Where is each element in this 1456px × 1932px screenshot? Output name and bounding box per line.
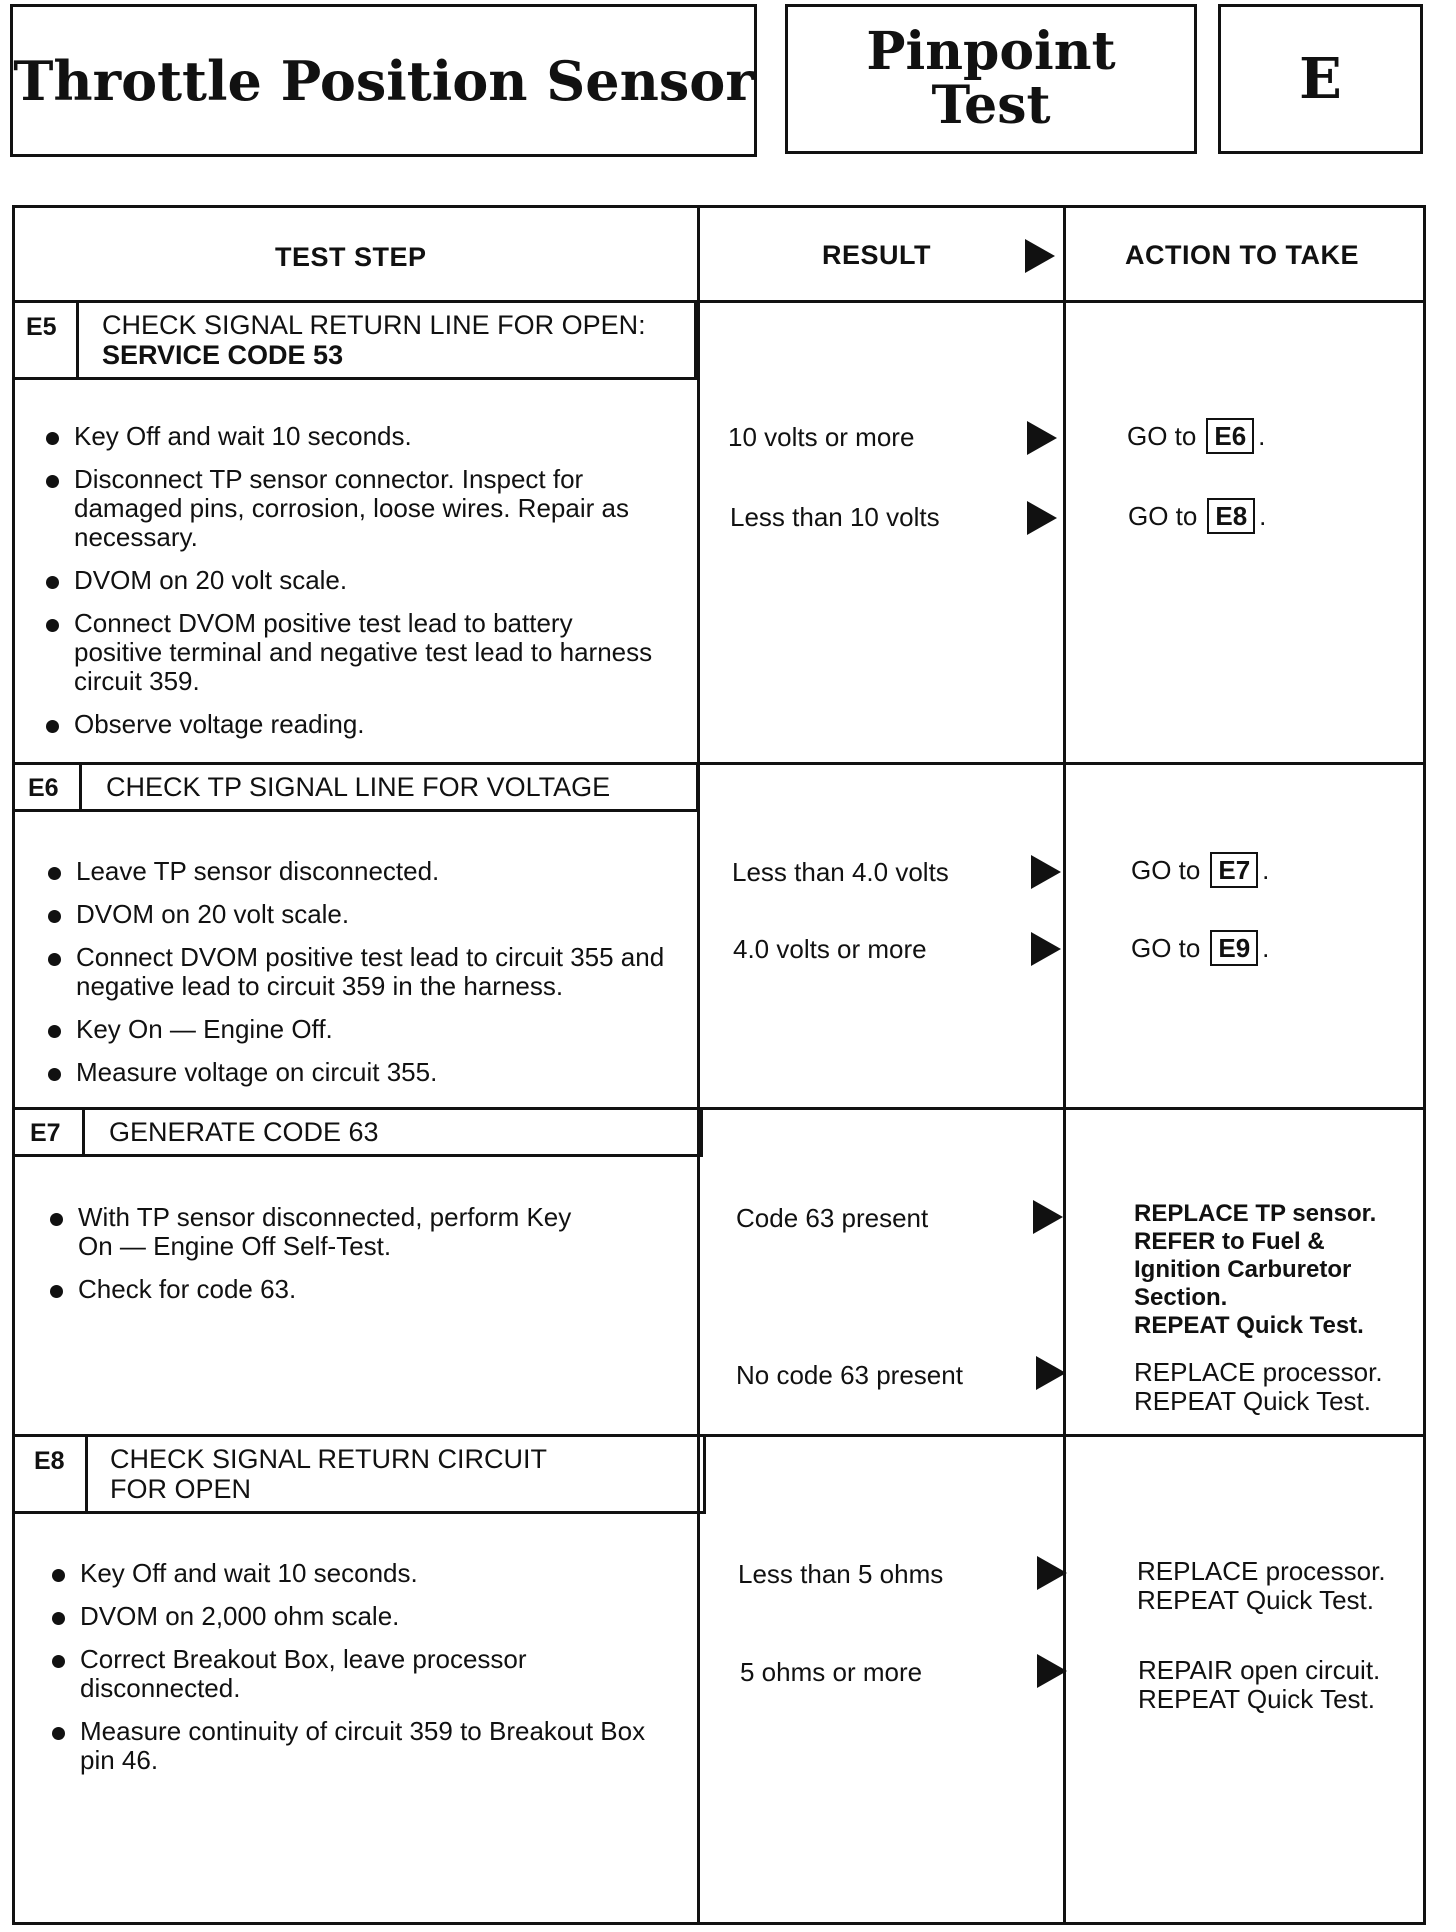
instruction-item: DVOM on 20 volt scale. — [44, 566, 654, 595]
step-title-line1: CHECK SIGNAL RETURN CIRCUIT — [110, 1444, 548, 1474]
action-line: REPLACE processor. — [1134, 1357, 1383, 1387]
action-instructions — [1134, 1200, 1376, 1340]
action-line: REPLACE TP sensor. — [1134, 1200, 1377, 1227]
page-title — [10, 4, 757, 157]
action-instructions — [1138, 1656, 1380, 1714]
action-line: REPEAT Quick Test. — [1134, 1386, 1371, 1416]
step-instructions — [50, 1559, 670, 1789]
result-text: 4.0 volts or more — [733, 934, 927, 964]
pinpoint-line1: Pinpoint — [866, 20, 1116, 82]
action-line: REFER to Fuel & — [1134, 1228, 1325, 1255]
action-line: REPEAT Quick Test. — [1137, 1585, 1374, 1615]
step-ref-e7[interactable]: E7 — [1210, 852, 1258, 888]
action-prefix: GO to — [1128, 500, 1198, 531]
result-text: No code 63 present — [736, 1360, 963, 1390]
action-line: Ignition Carburetor — [1134, 1256, 1352, 1283]
step-title: GENERATE CODE 63 — [109, 1117, 379, 1147]
step-instructions — [44, 422, 654, 753]
action-line: REPEAT Quick Test. — [1138, 1684, 1375, 1714]
result-text: Less than 10 volts — [730, 502, 940, 532]
action-line: REPLACE processor. — [1137, 1556, 1386, 1586]
result-text: Less than 4.0 volts — [732, 857, 949, 887]
action-prefix: GO to — [1131, 932, 1201, 963]
action-suffix: . — [1258, 420, 1266, 451]
step-id: E7 — [30, 1119, 61, 1147]
instruction-item: With TP sensor disconnected, perform Key On — Engine Off Self-Test. — [48, 1203, 608, 1261]
arrow-icon — [1033, 1200, 1063, 1234]
step-id: E6 — [28, 774, 59, 802]
instruction-item: Check for code 63. — [48, 1275, 608, 1304]
arrow-icon — [1031, 932, 1061, 966]
step-title-line1: CHECK SIGNAL RETURN LINE FOR OPEN: — [102, 310, 646, 340]
result-text: Code 63 present — [736, 1203, 929, 1233]
test-letter-text: E — [1299, 46, 1342, 112]
result-text: 10 volts or more — [728, 422, 915, 452]
divider-result-col — [697, 205, 700, 1925]
instruction-item: Connect DVOM positive test lead to battery positive terminal and negative test lead to harness circuit 359. — [44, 609, 654, 696]
action-line: REPAIR open circuit. — [1138, 1655, 1381, 1685]
action-goto — [1128, 498, 1266, 534]
pinpoint-line2: Test — [931, 75, 1051, 136]
step-instructions — [48, 1203, 608, 1318]
action-prefix: GO to — [1131, 854, 1201, 885]
action-instructions — [1137, 1557, 1386, 1615]
result-text: Less than 5 ohms — [738, 1559, 944, 1589]
step-id-divider — [85, 1434, 88, 1512]
arrow-icon — [1027, 501, 1057, 535]
action-line: Section. — [1134, 1284, 1228, 1311]
action-instructions — [1134, 1358, 1383, 1416]
step-id-divider — [79, 762, 82, 810]
action-suffix: . — [1259, 500, 1267, 531]
arrow-icon — [1037, 1556, 1067, 1590]
instruction-item: Key On — Engine Off. — [46, 1015, 686, 1044]
action-goto — [1131, 852, 1269, 888]
step-title: CHECK TP SIGNAL LINE FOR VOLTAGE — [106, 772, 611, 802]
column-header-result: RESULT — [822, 240, 931, 270]
step-ref-e8[interactable]: E8 — [1207, 498, 1255, 534]
step-id: E5 — [26, 313, 57, 341]
arrow-icon — [1031, 855, 1061, 889]
result-text: 5 ohms or more — [740, 1657, 923, 1687]
action-line: REPEAT Quick Test. — [1134, 1312, 1364, 1339]
arrow-icon — [1036, 1356, 1066, 1390]
step-title-line2 — [102, 340, 646, 370]
step-title-bold: SERVICE CODE 53 — [102, 340, 344, 370]
action-prefix: GO to — [1127, 420, 1197, 451]
action-suffix: . — [1262, 854, 1270, 885]
test-letter — [1218, 4, 1423, 154]
instruction-item: Observe voltage reading. — [44, 710, 654, 739]
action-goto — [1131, 930, 1269, 966]
instruction-item: Measure continuity of circuit 359 to Breakout Box pin 46. — [50, 1717, 670, 1775]
arrow-icon — [1037, 1654, 1067, 1688]
action-goto — [1127, 418, 1265, 454]
instruction-item: Correct Breakout Box, leave processor disconnected. — [50, 1645, 670, 1703]
instruction-item: Key Off and wait 10 seconds. — [44, 422, 654, 451]
page-title-text: Throttle Position Sensor — [13, 48, 754, 113]
instruction-item: Disconnect TP sensor connector. Inspect for damaged pins, corrosion, loose wires. Repair as necessary. — [44, 465, 654, 552]
step-id-divider — [82, 1107, 85, 1155]
instruction-item: DVOM on 20 volt scale. — [46, 900, 686, 929]
arrow-icon — [1025, 239, 1055, 273]
arrow-icon — [1027, 421, 1057, 455]
pinpoint-test-label — [785, 4, 1197, 154]
action-suffix: . — [1262, 932, 1270, 963]
step-ref-e6[interactable]: E6 — [1206, 418, 1254, 454]
instruction-item: Leave TP sensor disconnected. — [46, 857, 686, 886]
step-title — [110, 1444, 547, 1504]
instruction-item: Connect DVOM positive test lead to circuit 355 and negative lead to circuit 359 in the harness. — [46, 943, 686, 1001]
step-title — [102, 310, 646, 370]
step-ref-e9[interactable]: E9 — [1210, 930, 1258, 966]
step-id-divider — [76, 300, 79, 378]
step-id: E8 — [34, 1447, 65, 1475]
step-title-line2: FOR OPEN — [110, 1474, 252, 1504]
instruction-item: Measure voltage on circuit 355. — [46, 1058, 686, 1087]
step-instructions — [46, 857, 686, 1101]
column-header-action: ACTION TO TAKE — [1125, 240, 1359, 270]
column-header-test-step: TEST STEP — [275, 242, 427, 272]
instruction-item: DVOM on 2,000 ohm scale. — [50, 1602, 670, 1631]
instruction-item: Key Off and wait 10 seconds. — [50, 1559, 670, 1588]
